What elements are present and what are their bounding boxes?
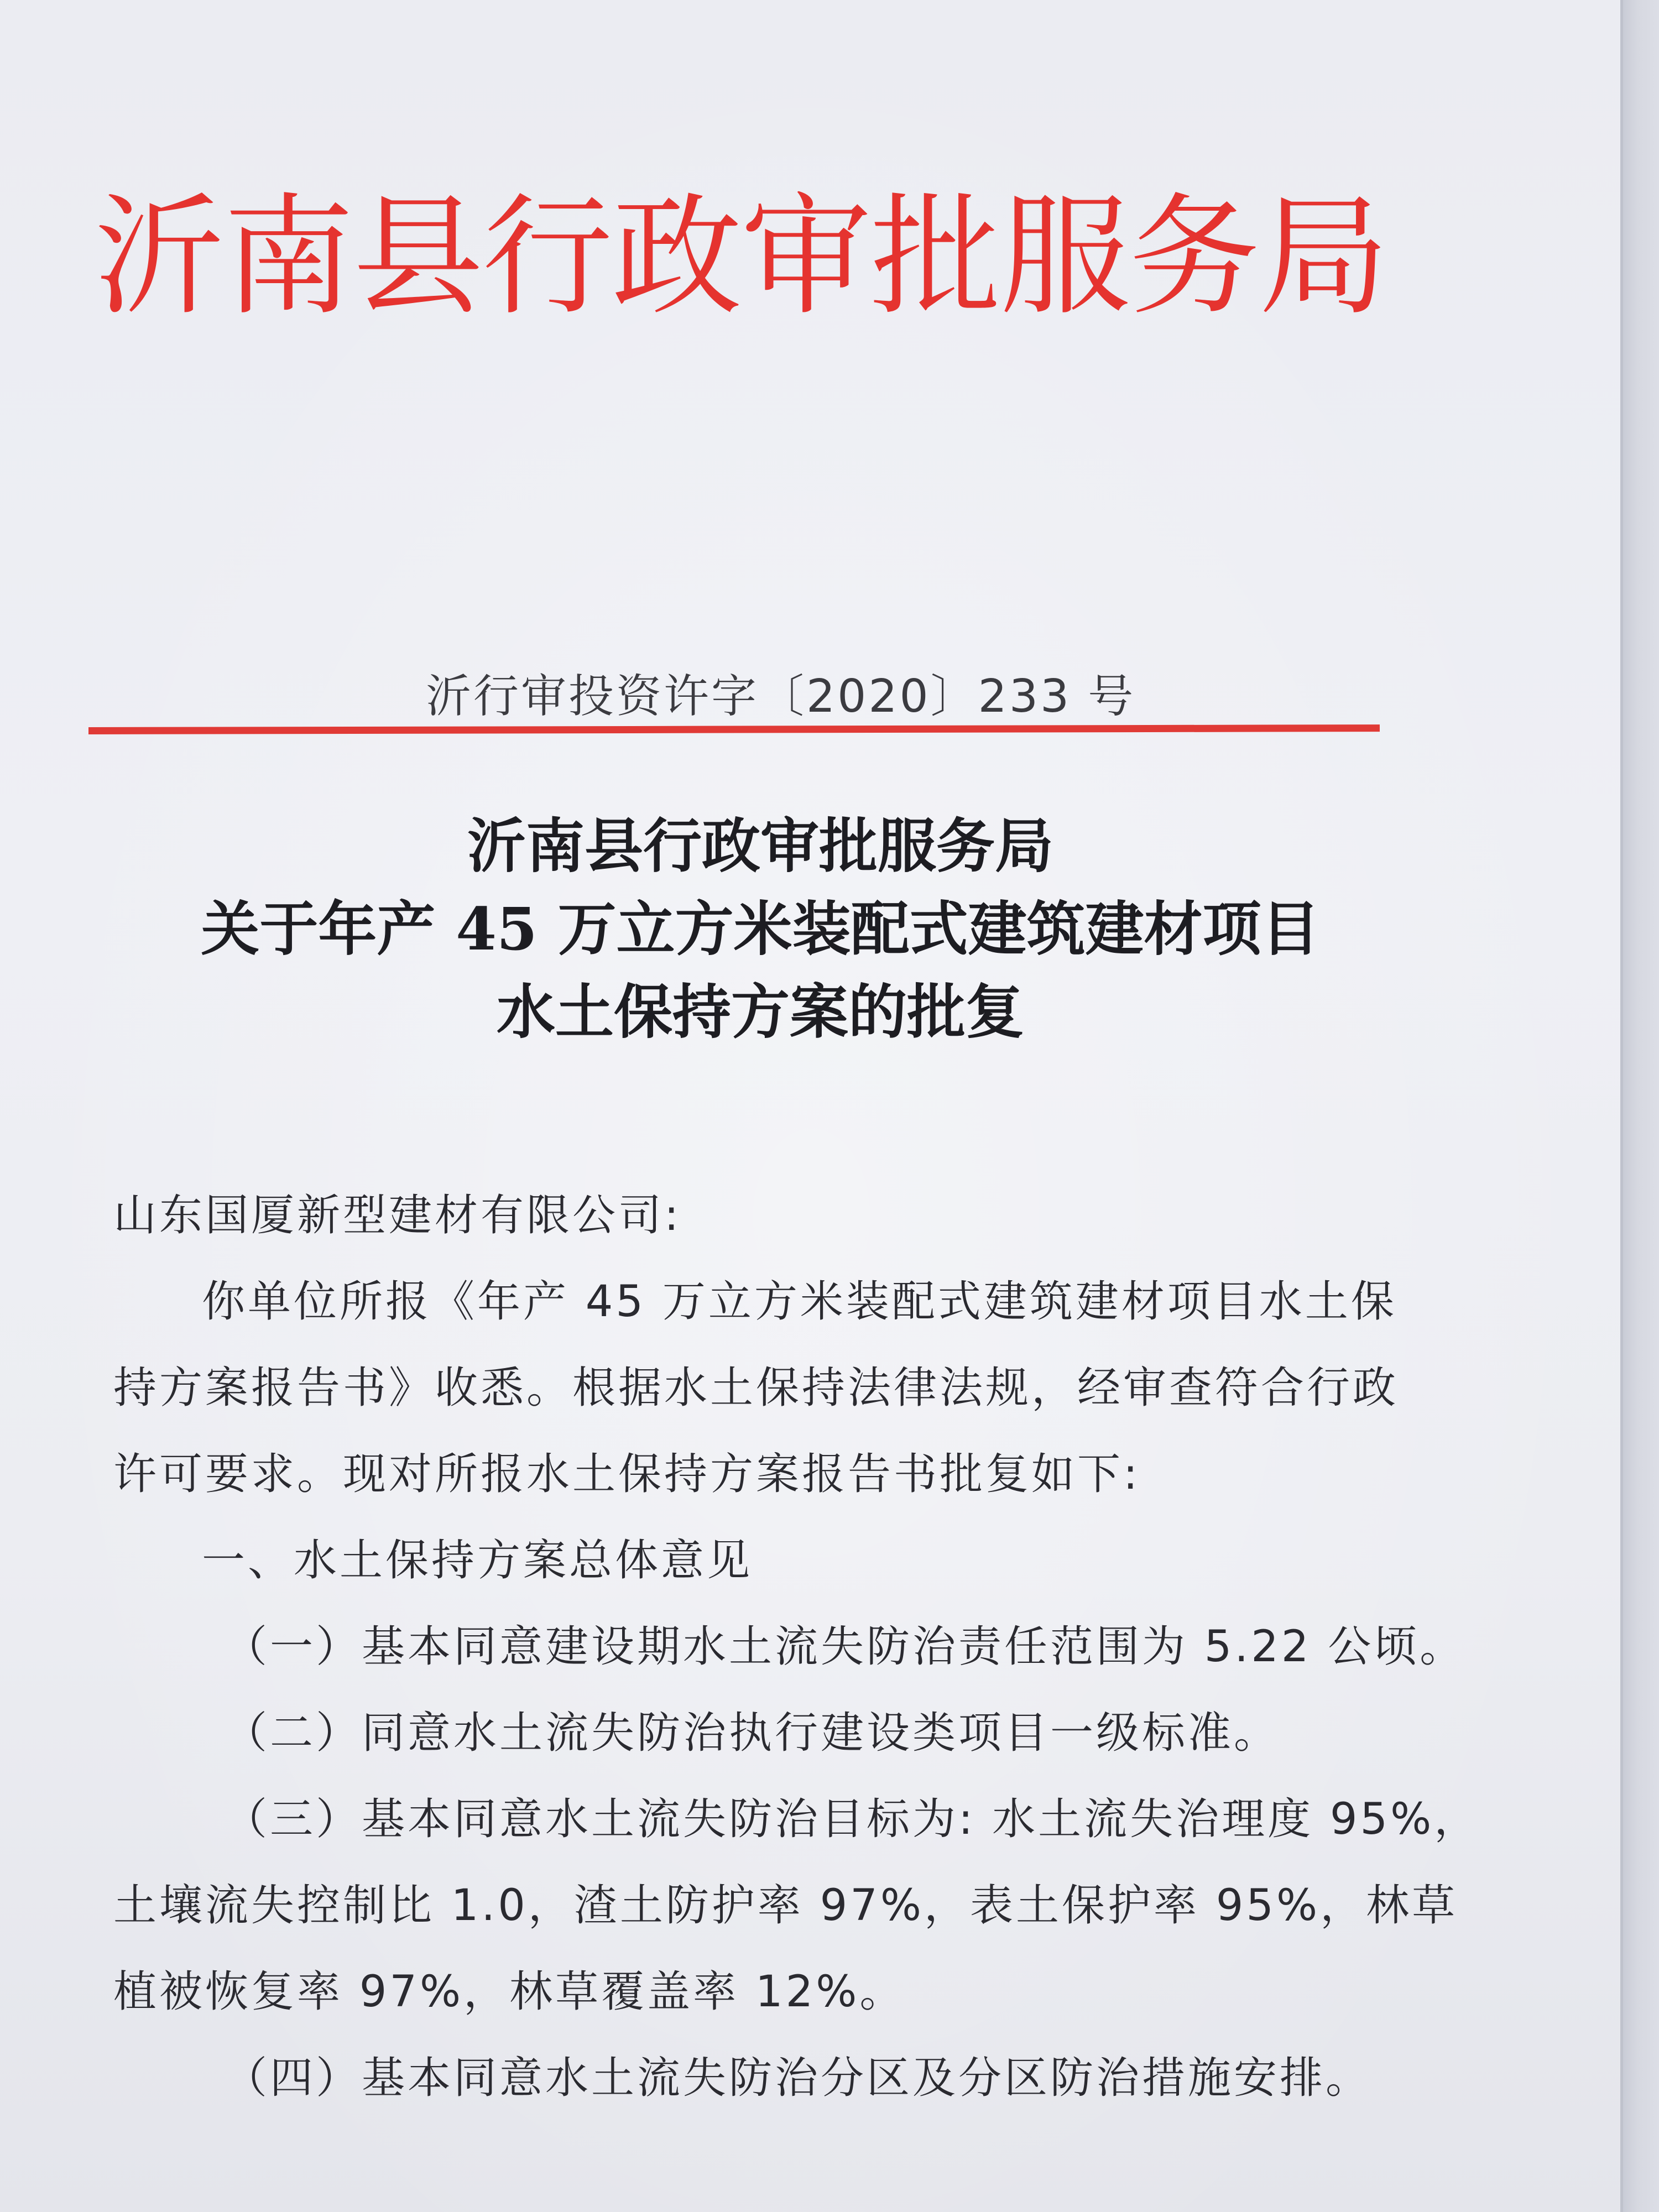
background-surface — [1623, 0, 1659, 2212]
body-paragraph-line: 你单位所报《年产 45 万立方米装配式建筑建材项目水土保 — [202, 1277, 1397, 1327]
body-paragraph-line: 许可要求。现对所报水土保持方案报告书批复如下: — [113, 1449, 1141, 1499]
section-heading: 一、水土保持方案总体意见 — [202, 1536, 753, 1585]
list-item: （一）基本同意建设期水土流失防治责任范围为 5.22 公顷。 — [224, 1622, 1466, 1672]
document-body — [113, 1172, 1480, 2121]
title-line-2: 关于年产 45 万立方米装配式建筑建材项目 — [201, 894, 1320, 963]
list-item: （三）基本同意水土流失防治目标为: 水土流失治理度 95%， — [224, 1794, 1480, 1844]
document-number: 沂行审投资许字〔2020〕233 号 — [426, 670, 1136, 723]
red-separator-line — [88, 724, 1380, 734]
list-item: （四）基本同意水土流失防治分区及分区防治措施安排。 — [224, 2053, 1372, 2103]
title-line-1: 沂南县行政审批服务局 — [467, 811, 1053, 880]
document-title — [0, 805, 1521, 1053]
body-paragraph-line: 持方案报告书》收悉。根据水土保持法律法规，经审查符合行政 — [113, 1363, 1399, 1413]
salutation: 山东国厦新型建材有限公司: — [113, 1191, 682, 1240]
title-line-3: 水土保持方案的批复 — [497, 977, 1024, 1046]
list-item: （二）同意水土流失防治执行建设类项目一级标准。 — [224, 1708, 1280, 1758]
issuing-authority-header: 沂南县行政审批服务局 — [94, 181, 1389, 333]
list-item-continuation: 植被恢复率 97%，林草覆盖率 12%。 — [113, 1967, 906, 2017]
list-item-continuation: 土壤流失控制比 1.0，渣土防护率 97%，表土保护率 95%，林草 — [113, 1881, 1458, 1931]
